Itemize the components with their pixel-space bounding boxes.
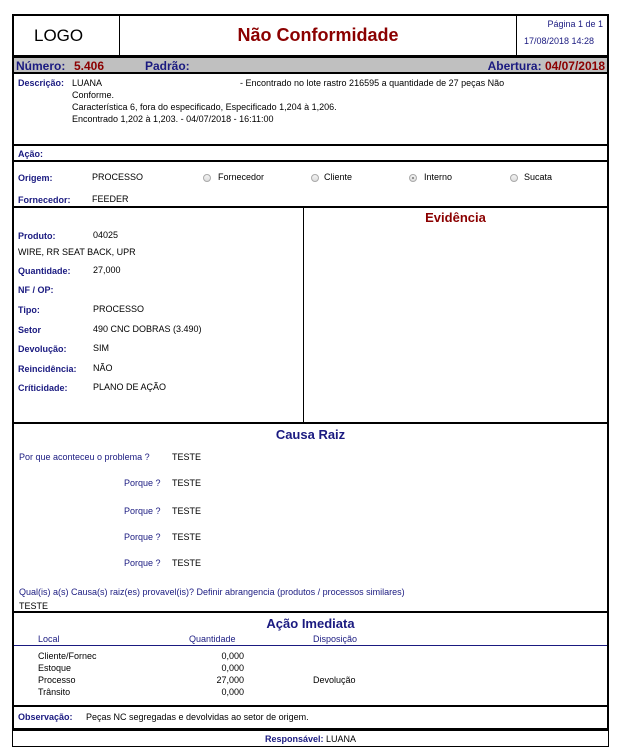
probable-cause-label: Qual(is) a(s) Causa(s) raiz(es) provavel(is)? Definir abrangencia (produtos / processos similares): [19, 587, 405, 597]
why-value-1: TESTE: [172, 478, 202, 488]
causa-raiz-title: Causa Raiz: [275, 427, 346, 442]
abertura: [488, 59, 605, 73]
causa-answer: TESTE: [172, 452, 202, 462]
radio-fornecedor[interactable]: [203, 174, 211, 182]
descricao-line4: Encontrado 1,202 à 1,203. - 04/07/2018 - 16:11:00: [72, 114, 274, 124]
why-value-4: TESTE: [172, 558, 202, 568]
reincidencia-label: Reincidência:: [18, 364, 77, 374]
descricao-author: LUANA: [72, 78, 103, 88]
row-local-4: Trânsito: [38, 687, 71, 697]
why-value-2: TESTE: [172, 506, 202, 516]
why-value-3: TESTE: [172, 532, 202, 542]
page-number: Página 1 de 1: [547, 19, 603, 29]
row-local-3: Processo: [38, 675, 76, 685]
radio-cliente[interactable]: [311, 174, 319, 182]
col-disposicao: Disposição: [313, 634, 358, 644]
descricao-line1: - Encontrado no lote rastro 216595 a quantidade de 27 peças Não: [240, 78, 505, 88]
responsavel-value: LUANA: [326, 734, 357, 744]
quantidade-value: 27,000: [93, 265, 121, 275]
tipo-value: PROCESSO: [93, 304, 145, 314]
produto-descricao: WIRE, RR SEAT BACK, UPR: [18, 247, 136, 257]
quantidade-label: Quantidade:: [18, 266, 71, 276]
padrao-label: Padrão:: [145, 59, 190, 73]
row-local-1: Cliente/Fornec: [38, 651, 97, 661]
probable-cause-value: TESTE: [19, 601, 49, 611]
origem-label: Origem:: [18, 173, 53, 183]
observacao-value: Peças NC segregadas e devolvidas ao setor de origem.: [86, 712, 309, 722]
evidencia-section: [303, 206, 609, 424]
descricao-section: [12, 73, 609, 146]
devolucao-value: SIM: [93, 343, 110, 353]
why-label-4: Porque ?: [124, 558, 161, 568]
row-qty-1: 0,000: [221, 651, 244, 661]
header-divider: [14, 645, 607, 646]
responsavel: [13, 734, 608, 744]
abertura-label: Abertura:: [487, 59, 542, 73]
origem-value: PROCESSO: [92, 172, 144, 182]
col-quantidade: Quantidade: [189, 634, 236, 644]
produto-label: Produto:: [18, 231, 56, 241]
page-title: Não Conformidade: [237, 25, 399, 45]
origem-section: [12, 160, 609, 208]
setor-label: Setor: [18, 325, 42, 335]
print-datetime: 17/08/2018 14:28: [524, 36, 595, 46]
produto-value: 04025: [93, 230, 119, 240]
info-bar: [12, 56, 609, 74]
acao-imediata-section: [12, 611, 609, 707]
descricao-line2: Conforme.: [72, 90, 115, 100]
radio-sucata-label: Sucata: [524, 172, 553, 182]
causa-raiz-section: [12, 422, 609, 613]
radio-fornecedor-label: Fornecedor: [218, 172, 265, 182]
row-qty-3: 27,000: [216, 675, 244, 685]
abertura-value: 04/07/2018: [544, 59, 605, 73]
devolucao-label: Devolução:: [18, 344, 67, 354]
row-local-2: Estoque: [38, 663, 72, 673]
logo: LOGO: [34, 26, 84, 45]
nf-op-label: NF / OP:: [18, 285, 54, 295]
why-label-2: Porque ?: [124, 506, 161, 516]
acao-label: Ação:: [18, 149, 44, 159]
causa-question: Por que aconteceu o problema ?: [19, 452, 150, 462]
header-page-cell: [516, 14, 609, 57]
radio-sucata[interactable]: [510, 174, 518, 182]
criticidade-label: Críticidade:: [18, 383, 68, 393]
numero-value: 5.406: [74, 59, 105, 73]
observacao-label: Observação:: [18, 712, 73, 722]
fornecedor-value: FEEDER: [92, 194, 129, 204]
criticidade-value: PLANO DE AÇÃO: [93, 382, 167, 392]
descricao-label: Descrição:: [18, 78, 65, 88]
col-local: Local: [38, 634, 60, 644]
setor-value: 490 CNC DOBRAS (3.490): [93, 324, 202, 334]
tipo-label: Tipo:: [18, 305, 40, 315]
header-title-cell: [119, 14, 517, 57]
row-qty-4: 0,000: [221, 687, 244, 697]
produto-section: [12, 206, 304, 424]
fornecedor-label: Fornecedor:: [18, 195, 71, 205]
reincidencia-value: NÃO: [93, 363, 113, 373]
row-disp-3: Devolução: [313, 675, 356, 685]
why-label-1: Porque ?: [124, 478, 161, 488]
responsavel-section: [12, 729, 609, 747]
radio-cliente-label: Cliente: [324, 172, 353, 182]
descricao-line3: Característica 6, fora do especificado, Especificado 1,204 à 1,206.: [72, 102, 337, 112]
observacao-section: [12, 705, 609, 730]
acao-imediata-title: Ação Imediata: [266, 616, 355, 631]
why-label-3: Porque ?: [124, 532, 161, 542]
radio-interno-label: Interno: [424, 172, 453, 182]
responsavel-label: Responsável:: [264, 734, 324, 744]
row-qty-2: 0,000: [221, 663, 244, 673]
header-logo-cell: [12, 14, 120, 57]
numero-label: Número:: [16, 59, 66, 73]
evidencia-title: Evidência: [425, 210, 486, 225]
radio-interno[interactable]: [409, 174, 417, 182]
